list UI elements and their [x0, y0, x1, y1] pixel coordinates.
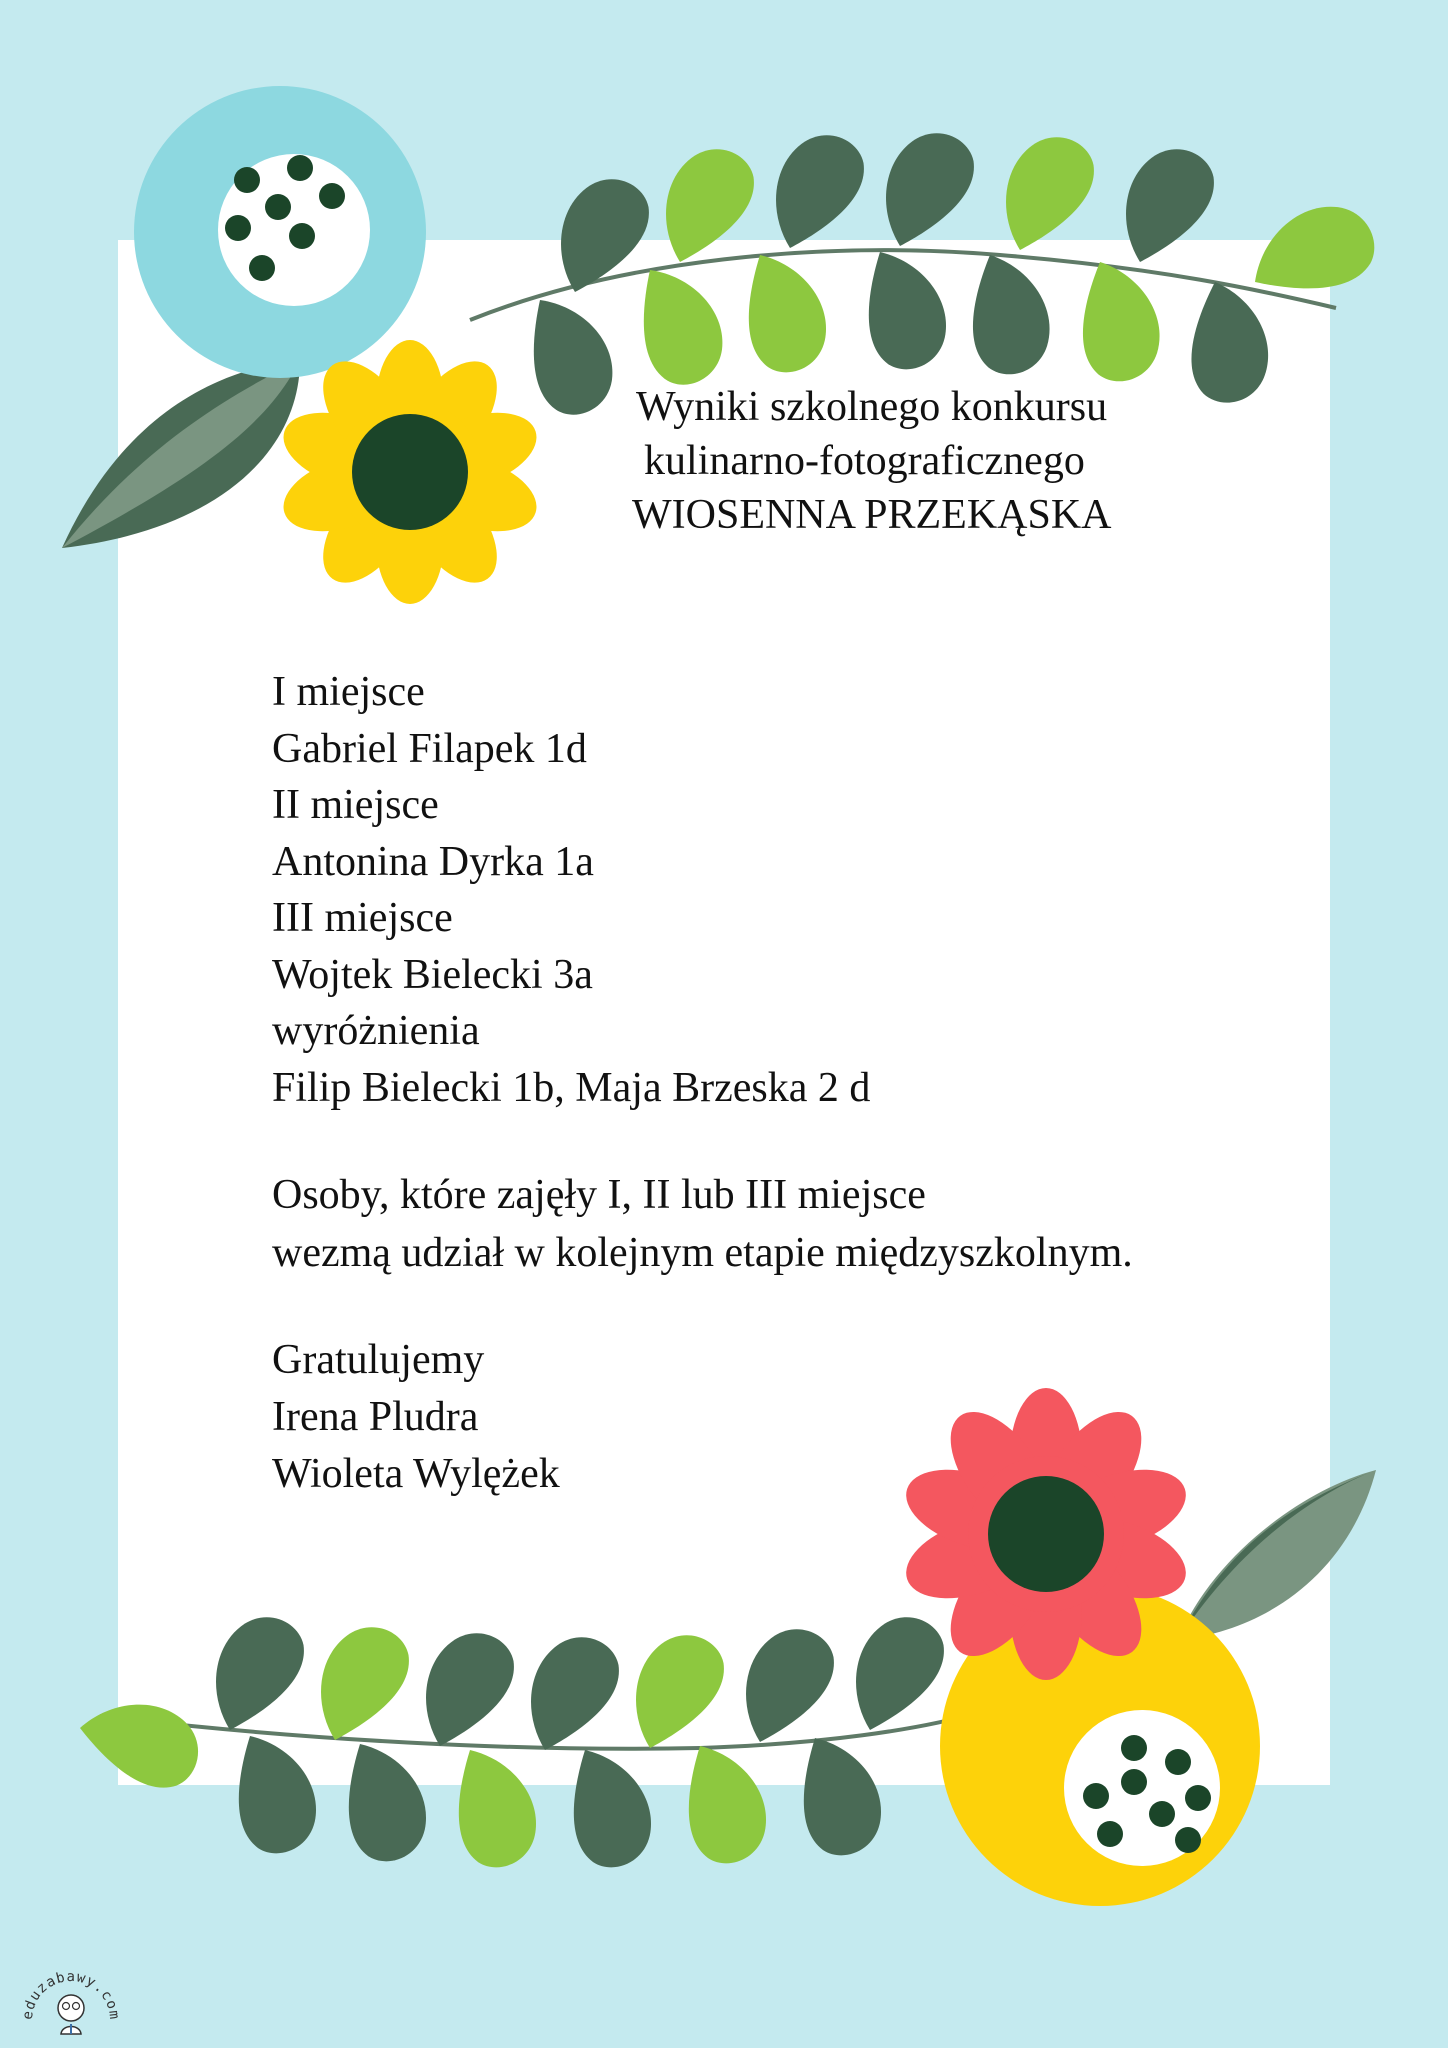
- watermark-logo: [14, 1940, 124, 2040]
- title-line-1: Wyniki szkolnego konkursu: [636, 384, 1108, 430]
- top-left-leaf: [62, 360, 300, 548]
- place-label: II miejsce: [272, 782, 439, 828]
- watermark-text: eduzabawy.com: [19, 1968, 123, 2021]
- bottom-right-leaf: [1178, 1470, 1376, 1640]
- organizer-name: Irena Pludra: [272, 1394, 479, 1440]
- organizer-name: Wioleta Wylężek: [272, 1451, 560, 1497]
- winner-names: Antonina Dyrka 1a: [272, 838, 594, 885]
- results-list: [272, 664, 870, 1116]
- greeting: Gratulujemy: [272, 1337, 485, 1383]
- winner-names: Filip Bielecki 1b, Maja Brzeska 2 d: [272, 1064, 871, 1111]
- notice-line-1: Osoby, które zajęły I, II lub III miejsce: [272, 1172, 926, 1218]
- signoff: [272, 1332, 560, 1503]
- place-label: III miejsce: [272, 895, 453, 941]
- contest-title: [632, 380, 1232, 542]
- notice-line-2: wezmą udział w kolejnym etapie międzyszkolnym.: [272, 1230, 1133, 1276]
- top-left-yellow-flower: [274, 340, 546, 604]
- top-left-blue-flower: [134, 86, 426, 378]
- winner-names: Wojtek Bielecki 3a: [272, 951, 593, 998]
- next-stage-notice: [272, 1166, 1133, 1282]
- place-label: wyróżnienia: [272, 1008, 480, 1054]
- title-line-2: kulinarno-fotograficznego: [644, 438, 1085, 484]
- place-label: I miejsce: [272, 669, 425, 715]
- title-line-3: WIOSENNA PRZEKĄSKA: [632, 492, 1112, 538]
- mascot-icon: [58, 1995, 84, 2021]
- bottom-vine-leaves: [72, 1605, 953, 1879]
- winner-names: Gabriel Filapek 1d: [272, 725, 587, 772]
